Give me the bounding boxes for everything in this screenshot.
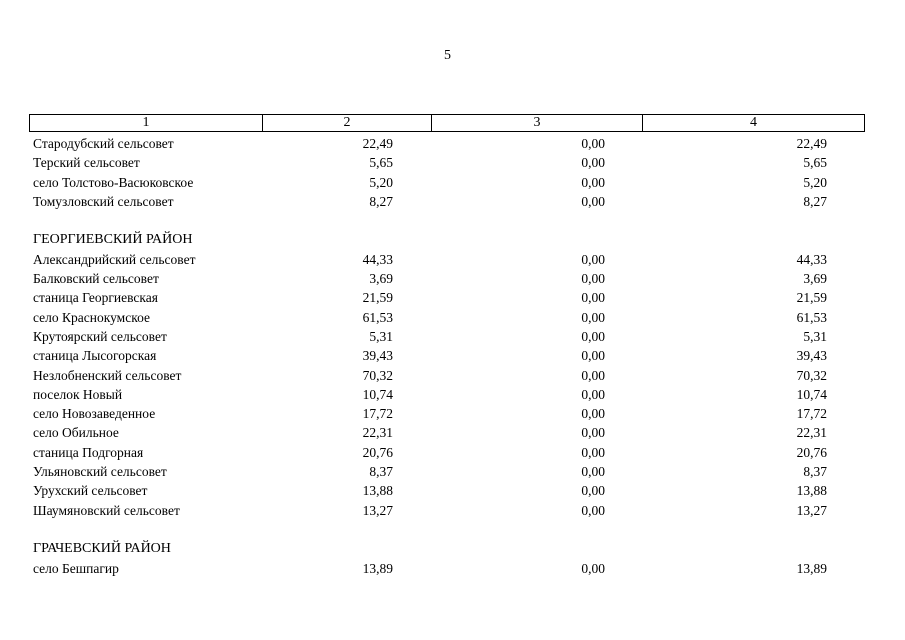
table-row	[0, 559, 905, 578]
row-value-col4: 44,33	[796, 251, 827, 267]
district-heading	[0, 539, 905, 558]
spacer-row	[0, 211, 905, 230]
row-value-col4: 8,27	[803, 193, 827, 209]
row-name: Александрийский сельсовет	[33, 251, 196, 267]
row-name: Балковский сельсовет	[33, 271, 159, 287]
row-value-col2: 61,53	[362, 309, 393, 325]
row-value-col3: 0,00	[581, 271, 605, 287]
row-value-col2: 5,20	[369, 174, 393, 190]
row-value-col2: 13,27	[362, 502, 393, 518]
row-value-col4: 13,89	[796, 560, 827, 576]
row-value-col3: 0,00	[581, 425, 605, 441]
table-row	[0, 308, 905, 327]
row-value-col3: 0,00	[581, 406, 605, 422]
district-name: ГРАЧЕВСКИЙ РАЙОН	[33, 541, 171, 557]
row-value-col4: 39,43	[796, 348, 827, 364]
row-value-col4: 5,20	[803, 174, 827, 190]
row-value-col3: 0,00	[581, 367, 605, 383]
row-name: село Бешпагир	[33, 560, 119, 576]
table-row	[0, 346, 905, 365]
row-value-col3: 0,00	[581, 483, 605, 499]
table-row	[0, 481, 905, 500]
row-value-col2: 5,65	[369, 155, 393, 171]
row-value-col4: 21,59	[796, 290, 827, 306]
table-row	[0, 173, 905, 192]
table-row	[0, 423, 905, 442]
district-heading	[0, 230, 905, 249]
row-value-col2: 10,74	[362, 386, 393, 402]
row-value-col2: 39,43	[362, 348, 393, 364]
row-name: Томузловский сельсовет	[33, 193, 174, 209]
row-value-col2: 8,37	[369, 464, 393, 480]
table-row	[0, 153, 905, 172]
data-rows	[0, 134, 905, 578]
row-value-col3: 0,00	[581, 444, 605, 460]
row-value-col3: 0,00	[581, 309, 605, 325]
column-header-1: 1	[30, 115, 263, 132]
row-value-col4: 70,32	[796, 367, 827, 383]
row-value-col4: 22,49	[796, 136, 827, 151]
column-header-2: 2	[263, 115, 432, 132]
row-name: станица Подгорная	[33, 444, 144, 460]
row-value-col4: 13,88	[796, 483, 827, 499]
row-name: Ульяновский сельсовет	[33, 464, 167, 480]
table-row	[0, 269, 905, 288]
table-row	[0, 288, 905, 307]
table-row	[0, 462, 905, 481]
row-value-col3: 0,00	[581, 502, 605, 518]
row-name: Шаумяновский сельсовет	[33, 502, 180, 518]
row-value-col4: 13,27	[796, 502, 827, 518]
spacer-row	[0, 520, 905, 539]
row-value-col2: 22,49	[362, 136, 393, 151]
row-name: Терский сельсовет	[33, 155, 140, 171]
row-name: село Краснокумское	[33, 309, 150, 325]
column-header-4: 4	[643, 115, 865, 132]
row-value-col2: 17,72	[362, 406, 393, 422]
row-value-col3: 0,00	[581, 328, 605, 344]
row-value-col3: 0,00	[581, 386, 605, 402]
district-name: ГЕОРГИЕВСКИЙ РАЙОН	[33, 232, 193, 248]
row-name: село Новозаведенное	[33, 406, 156, 422]
row-value-col2: 3,69	[369, 271, 393, 287]
row-name: поселок Новый	[33, 386, 123, 402]
row-value-col4: 5,65	[803, 155, 827, 171]
column-header-3: 3	[432, 115, 643, 132]
table-row	[0, 443, 905, 462]
row-value-col3: 0,00	[581, 155, 605, 171]
row-value-col3: 0,00	[581, 290, 605, 306]
row-value-col3: 0,00	[581, 193, 605, 209]
table-row	[0, 501, 905, 520]
row-value-col3: 0,00	[581, 560, 605, 576]
row-value-col2: 5,31	[369, 328, 393, 344]
table-row	[0, 250, 905, 269]
row-value-col4: 8,37	[803, 464, 827, 480]
table-row	[0, 192, 905, 211]
row-value-col2: 70,32	[362, 367, 393, 383]
row-value-col3: 0,00	[581, 136, 605, 151]
row-name: станица Георгиевская	[33, 290, 158, 306]
row-value-col2: 44,33	[362, 251, 393, 267]
row-name: Урухский сельсовет	[33, 483, 148, 499]
row-value-col4: 10,74	[796, 386, 827, 402]
row-value-col4: 5,31	[803, 328, 827, 344]
row-value-col3: 0,00	[581, 464, 605, 480]
table-row	[0, 385, 905, 404]
row-value-col2: 8,27	[369, 193, 393, 209]
row-value-col2: 13,89	[362, 560, 393, 576]
row-value-col3: 0,00	[581, 348, 605, 364]
row-value-col4: 61,53	[796, 309, 827, 325]
row-name: Крутоярский сельсовет	[33, 328, 167, 344]
row-value-col2: 21,59	[362, 290, 393, 306]
row-value-col2: 22,31	[362, 425, 393, 441]
page-number: 5	[444, 48, 451, 63]
row-name: Незлобненский сельсовет	[33, 367, 182, 383]
row-value-col2: 20,76	[362, 444, 393, 460]
row-value-col3: 0,00	[581, 174, 605, 190]
row-value-col4: 22,31	[796, 425, 827, 441]
row-value-col3: 0,00	[581, 251, 605, 267]
column-header-table	[29, 114, 865, 132]
row-value-col4: 17,72	[796, 406, 827, 422]
row-name: станица Лысогорская	[33, 348, 157, 364]
row-name: село Обильное	[33, 425, 119, 441]
table-row	[0, 327, 905, 346]
table-row	[0, 404, 905, 423]
row-name: село Толстово-Васюковское	[33, 174, 194, 190]
table-row	[0, 134, 905, 153]
row-value-col4: 20,76	[796, 444, 827, 460]
table-row	[0, 366, 905, 385]
row-value-col2: 13,88	[362, 483, 393, 499]
row-name: Стародубский сельсовет	[33, 136, 174, 151]
row-value-col4: 3,69	[803, 271, 827, 287]
column-header-row	[30, 115, 865, 132]
